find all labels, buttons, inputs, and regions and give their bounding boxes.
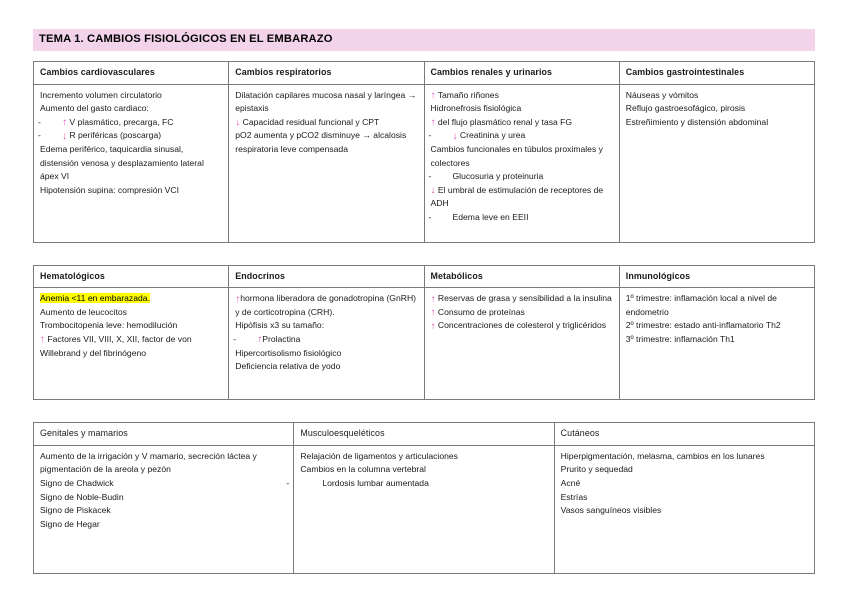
text-line: Hipotensión supina: compresión VCI xyxy=(40,184,180,195)
text-line: Prurito y sequedad xyxy=(560,464,633,475)
table-header-cell-hematologicos xyxy=(34,265,229,288)
table-header-cell-inmunologicos xyxy=(619,265,814,288)
cell-cambios-renales xyxy=(424,84,619,242)
list-item xyxy=(235,333,417,347)
text-line: Acné xyxy=(560,477,581,488)
list-item xyxy=(40,129,222,143)
text-line: Cambios en la columna vertebral xyxy=(300,464,426,475)
text-line: Aumento del gasto cardiaco: xyxy=(40,103,149,114)
text-line: Hipercortisolismo fisiológico xyxy=(235,347,342,358)
text-line xyxy=(235,292,417,319)
dash-bullet: - xyxy=(428,130,432,141)
table-header-row xyxy=(34,265,815,288)
text-line: 2º trimestre: estado anti-inflamatorio Th2 xyxy=(625,320,781,331)
header-label-respiratorio: Cambios respiratorios xyxy=(235,67,332,77)
text-line: Hiperpigmentación, melasma, cambios en los lunares xyxy=(560,450,765,461)
arrow-up-icon: ↑ xyxy=(62,117,67,129)
arrow-down-icon: ↓ xyxy=(62,130,67,142)
text-line: Deficiencia relativa de yodo xyxy=(235,361,341,372)
dash-bullet: - xyxy=(286,477,290,488)
text-line: Aumento de leucocitos xyxy=(40,306,127,317)
text-line-label: Capacidad residual funcional y CPT xyxy=(242,116,380,127)
text-line-label: Consumo de proteínas xyxy=(437,306,525,317)
text-line xyxy=(431,319,613,333)
text-line: Vasos sanguíneos visibles xyxy=(560,505,662,516)
highlighted-text: Anemia <11 en embarazada. xyxy=(40,293,150,304)
arrow-down-icon: ↓ xyxy=(452,130,458,142)
text-line: Hipófisis x3 su tamaño: xyxy=(235,320,325,331)
list-item xyxy=(428,170,613,184)
text-line: 3º trimestre: inflamación Th1 xyxy=(625,333,735,344)
table-header-cell-renal xyxy=(424,62,619,85)
list-item xyxy=(428,129,613,143)
list-item-label: R periféricas (poscarga) xyxy=(69,130,162,141)
text-line xyxy=(431,184,613,211)
text-line: Cambios funcionales en túbulos proximales y colectores xyxy=(430,143,603,168)
header-label-cutaneos: Cutáneos xyxy=(560,428,600,439)
list-item xyxy=(40,116,222,130)
header-label-metabolicos: Metabólicos xyxy=(430,270,483,281)
table-header-cell-endocrinos xyxy=(229,265,424,288)
text-line-label: El umbral de estimulación de receptores de ADH xyxy=(430,184,604,209)
table-header-cell-musculoesqueleticos xyxy=(294,423,554,446)
header-label-genitales: Genitales y mamarios xyxy=(40,428,128,439)
text-line-label: Factores VII, VIII, X, XII, factor de von Willebrand y del fibrinógeno xyxy=(40,333,192,358)
header-label-cardiovascular: Cambios cardiovasculares xyxy=(40,67,155,77)
cell-cutaneos xyxy=(554,445,814,573)
text-line: 1º trimestre: inflamación local a nivel de endometrio xyxy=(625,293,777,317)
page-title: TEMA 1. CAMBIOS FISIOLÓGICOS EN EL EMBARAZO xyxy=(39,33,333,45)
text-line-label: hormona liberadora de gonadotropina (GnRH) y de corticotropina (CRH). xyxy=(235,293,417,317)
arrow-up-icon: ↑ xyxy=(430,320,436,332)
text-line: Signo de Chadwick xyxy=(40,477,114,488)
header-label-gastro: Cambios gastrointestinales xyxy=(625,67,745,77)
table-cambios-sistemicos xyxy=(33,61,815,243)
arrow-up-icon: ↑ xyxy=(430,90,436,102)
page-title-banner xyxy=(33,29,815,51)
text-line: Signo de Piskacek xyxy=(40,505,111,516)
arrow-up-icon: ↑ xyxy=(430,117,436,129)
text-line: Relajación de ligamentos y articulaciones xyxy=(300,450,458,461)
dash-bullet: - xyxy=(428,171,432,182)
cell-musculoesqueleticos xyxy=(286,445,554,573)
table-header-cell-respiratorio xyxy=(229,62,424,85)
cell-genitales-mamarios xyxy=(34,445,294,573)
list-item xyxy=(286,477,547,491)
arrow-up-icon: ↑ xyxy=(40,334,45,346)
text-line xyxy=(431,292,613,306)
text-line: Náuseas y vómitos xyxy=(625,89,699,100)
arrow-up-icon: ↑ xyxy=(430,293,436,305)
dash-bullet: - xyxy=(428,211,432,222)
list-item-label: Glucosuria y proteinuria xyxy=(452,171,544,182)
text-line-highlighted xyxy=(40,292,222,306)
cell-cambios-gastrointestinales xyxy=(619,84,814,242)
text-line-label: Tamaño riñones xyxy=(437,89,499,100)
cell-inmunologicos xyxy=(619,288,814,400)
header-label-endocrinos: Endocrinos xyxy=(235,270,286,281)
list-item-label: V plasmático, precarga, FC xyxy=(69,116,174,127)
text-line: Trombocitopenia leve: hemodilución xyxy=(40,320,178,331)
table-header-cell-genitales xyxy=(34,423,294,446)
table-header-row xyxy=(34,423,815,446)
cell-cambios-respiratorios xyxy=(229,84,424,242)
table-row xyxy=(34,445,815,573)
text-line: Edema periférico, taquicardia sinusal, distensión venosa y desplazamiento lateral ápex VI xyxy=(40,143,204,182)
arrow-up-icon: ↑ xyxy=(235,293,241,305)
header-label-renal: Cambios renales y urinarios xyxy=(430,67,553,77)
arrow-up-icon: ↑ xyxy=(430,307,436,319)
dash-bullet: - xyxy=(38,116,41,127)
text-line: Hidronefrosis fisiológica xyxy=(430,103,522,114)
text-line xyxy=(431,306,613,320)
cell-hematologicos xyxy=(34,288,229,400)
dash-bullet: - xyxy=(233,333,237,344)
arrow-up-icon: ↑ xyxy=(257,334,263,346)
text-line: Reflujo gastroesofágico, pirosis xyxy=(625,103,746,114)
text-line: Estreñimiento y distensión abdominal xyxy=(625,116,769,127)
table-cambios-metabolicos xyxy=(33,265,815,401)
text-line-label: Concentraciones de colesterol y triglicéridos xyxy=(437,320,607,331)
text-line: Aumento de la irrigación y V mamario, secreción láctea y pigmentación de la areola y pezón xyxy=(40,450,257,475)
header-label-musculoesqueleticos: Musculoesqueléticos xyxy=(300,428,385,439)
text-line: Signo de Noble-Budin xyxy=(40,491,124,502)
text-line-label: Reservas de grasa y sensibilidad a la insulina xyxy=(437,293,612,304)
cell-cambios-cardiovasculares xyxy=(34,84,229,242)
text-line: pO2 aumenta y pCO2 disminuye → alcalosis respiratoria leve compensada xyxy=(235,130,407,154)
text-line xyxy=(235,116,417,130)
cell-metabolicos xyxy=(424,288,619,400)
header-label-hematologicos: Hematológicos xyxy=(40,270,105,281)
table-header-cell-gastro xyxy=(619,62,814,85)
list-item-label: Edema leve en EEII xyxy=(452,211,529,222)
text-line: Signo de Hegar xyxy=(40,518,100,529)
dash-bullet: - xyxy=(38,130,41,141)
cell-endocrinos xyxy=(229,288,424,400)
list-item-label: Lordosis lumbar aumentada xyxy=(322,477,429,488)
text-line-label: del flujo plasmático renal y tasa FG xyxy=(437,116,573,127)
table-cambios-generales xyxy=(33,422,815,574)
text-line: Estrías xyxy=(560,491,588,502)
list-item-label: Prolactina xyxy=(262,333,301,344)
arrow-down-icon: ↓ xyxy=(430,185,436,197)
table-header-cell-metabolicos xyxy=(424,265,619,288)
arrow-down-icon: ↓ xyxy=(235,117,241,129)
header-label-inmunologicos: Inmunológicos xyxy=(625,270,691,281)
text-line xyxy=(431,116,613,130)
table-header-cell-cardiovascular xyxy=(34,62,229,85)
table-row xyxy=(34,288,815,400)
text-line xyxy=(431,89,613,103)
table-header-row xyxy=(34,62,815,85)
list-item-label: Creatinina y urea xyxy=(459,130,526,141)
text-line xyxy=(40,333,222,360)
table-header-cell-cutaneos xyxy=(554,423,814,446)
text-line: Dilatación capilares mucosa nasal y laríngea → epistaxis xyxy=(235,89,417,114)
text-line: Incremento volumen circulatorio xyxy=(40,89,162,100)
table-row xyxy=(34,84,815,242)
list-item xyxy=(428,211,613,225)
